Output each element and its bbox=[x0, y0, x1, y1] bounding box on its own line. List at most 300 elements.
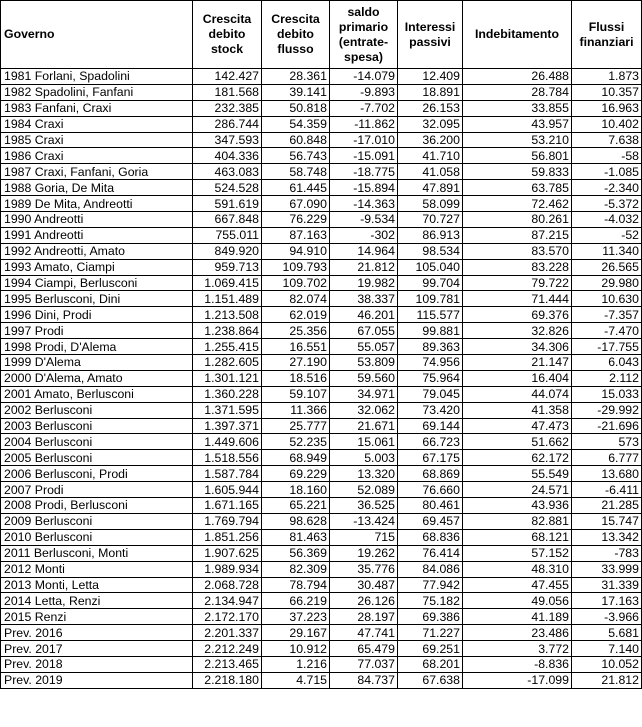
table-row bbox=[1, 116, 642, 132]
cell-saldo-primario: 19.262 bbox=[330, 545, 398, 561]
header-crescita-debito-flusso: Crescita debito flusso bbox=[262, 1, 330, 69]
table-row bbox=[1, 212, 642, 228]
cell-crescita-flusso: 62.019 bbox=[262, 307, 330, 323]
cell-crescita-stock: 1.371.595 bbox=[193, 402, 262, 418]
cell-indebitamento: 41.358 bbox=[463, 402, 572, 418]
cell-crescita-stock: 1.397.371 bbox=[193, 418, 262, 434]
cell-crescita-flusso: 25.356 bbox=[262, 323, 330, 339]
cell-indebitamento: 41.189 bbox=[463, 609, 572, 625]
cell-indebitamento: 47.455 bbox=[463, 577, 572, 593]
cell-crescita-flusso: 59.107 bbox=[262, 386, 330, 402]
cell-saldo-primario: 59.560 bbox=[330, 370, 398, 386]
cell-saldo-primario: 67.055 bbox=[330, 323, 398, 339]
cell-crescita-flusso: 29.167 bbox=[262, 625, 330, 641]
cell-flussi-finanziari: 1.873 bbox=[572, 69, 642, 85]
cell-governo: 1987 Craxi, Fanfani, Goria bbox=[1, 164, 193, 180]
cell-crescita-flusso: 69.229 bbox=[262, 466, 330, 482]
cell-crescita-flusso: 82.074 bbox=[262, 291, 330, 307]
cell-crescita-flusso: 109.702 bbox=[262, 275, 330, 291]
table-row bbox=[1, 196, 642, 212]
cell-governo: 2000 D'Alema, Amato bbox=[1, 370, 193, 386]
cell-governo: 1992 Andreotti, Amato bbox=[1, 243, 193, 259]
cell-flussi-finanziari: 10.402 bbox=[572, 116, 642, 132]
cell-indebitamento: 69.376 bbox=[463, 307, 572, 323]
cell-interessi-passivi: 109.781 bbox=[398, 291, 463, 307]
cell-crescita-stock: 1.301.121 bbox=[193, 370, 262, 386]
cell-indebitamento: 79.722 bbox=[463, 275, 572, 291]
cell-indebitamento: 53.210 bbox=[463, 132, 572, 148]
cell-governo: 2002 Berlusconi bbox=[1, 402, 193, 418]
cell-flussi-finanziari: -3.966 bbox=[572, 609, 642, 625]
cell-governo: 2011 Berlusconi, Monti bbox=[1, 545, 193, 561]
cell-saldo-primario: -9.534 bbox=[330, 212, 398, 228]
cell-flussi-finanziari: 11.340 bbox=[572, 243, 642, 259]
cell-crescita-stock: 1.238.864 bbox=[193, 323, 262, 339]
cell-crescita-flusso: 37.223 bbox=[262, 609, 330, 625]
table-row bbox=[1, 259, 642, 275]
cell-indebitamento: 32.826 bbox=[463, 323, 572, 339]
cell-indebitamento: 68.121 bbox=[463, 529, 572, 545]
cell-governo: 2010 Berlusconi bbox=[1, 529, 193, 545]
cell-flussi-finanziari: 10.630 bbox=[572, 291, 642, 307]
cell-saldo-primario: 38.337 bbox=[330, 291, 398, 307]
cell-interessi-passivi: 68.201 bbox=[398, 656, 463, 672]
cell-flussi-finanziari: 6.043 bbox=[572, 355, 642, 371]
cell-crescita-flusso: 18.160 bbox=[262, 482, 330, 498]
cell-crescita-flusso: 109.793 bbox=[262, 259, 330, 275]
cell-crescita-stock: 849.920 bbox=[193, 243, 262, 259]
cell-indebitamento: 23.486 bbox=[463, 625, 572, 641]
table-row bbox=[1, 434, 642, 450]
table-row bbox=[1, 529, 642, 545]
cell-crescita-flusso: 18.516 bbox=[262, 370, 330, 386]
cell-flussi-finanziari: -2.340 bbox=[572, 180, 642, 196]
cell-crescita-stock: 2.134.947 bbox=[193, 593, 262, 609]
table-row bbox=[1, 672, 642, 688]
cell-indebitamento: 28.784 bbox=[463, 84, 572, 100]
cell-flussi-finanziari: -7.470 bbox=[572, 323, 642, 339]
table-row bbox=[1, 355, 642, 371]
cell-crescita-stock: 286.744 bbox=[193, 116, 262, 132]
cell-crescita-flusso: 58.748 bbox=[262, 164, 330, 180]
cell-saldo-primario: -13.424 bbox=[330, 513, 398, 529]
header-saldo-primario: saldo primario (entrate-spesa) bbox=[330, 1, 398, 69]
cell-flussi-finanziari: -29.992 bbox=[572, 402, 642, 418]
cell-crescita-stock: 1.151.489 bbox=[193, 291, 262, 307]
cell-crescita-stock: 959.713 bbox=[193, 259, 262, 275]
cell-flussi-finanziari: 31.339 bbox=[572, 577, 642, 593]
cell-flussi-finanziari: -7.357 bbox=[572, 307, 642, 323]
cell-flussi-finanziari: -1.085 bbox=[572, 164, 642, 180]
cell-indebitamento: 47.473 bbox=[463, 418, 572, 434]
table-row bbox=[1, 180, 642, 196]
table-row bbox=[1, 370, 642, 386]
cell-saldo-primario: 13.320 bbox=[330, 466, 398, 482]
cell-interessi-passivi: 12.409 bbox=[398, 69, 463, 85]
cell-saldo-primario: 84.737 bbox=[330, 672, 398, 688]
cell-crescita-stock: 2.212.249 bbox=[193, 641, 262, 657]
cell-flussi-finanziari: 10.357 bbox=[572, 84, 642, 100]
cell-crescita-flusso: 28.361 bbox=[262, 69, 330, 85]
cell-flussi-finanziari: 16.963 bbox=[572, 100, 642, 116]
table-row bbox=[1, 275, 642, 291]
cell-saldo-primario: -15.894 bbox=[330, 180, 398, 196]
cell-governo: 1988 Goria, De Mita bbox=[1, 180, 193, 196]
cell-saldo-primario: -7.702 bbox=[330, 100, 398, 116]
cell-governo: 2001 Amato, Berlusconi bbox=[1, 386, 193, 402]
table-row bbox=[1, 513, 642, 529]
cell-saldo-primario: 15.061 bbox=[330, 434, 398, 450]
cell-crescita-flusso: 50.818 bbox=[262, 100, 330, 116]
table-row bbox=[1, 227, 642, 243]
cell-interessi-passivi: 80.461 bbox=[398, 498, 463, 514]
cell-interessi-passivi: 98.534 bbox=[398, 243, 463, 259]
cell-crescita-stock: 1.282.605 bbox=[193, 355, 262, 371]
table-row bbox=[1, 307, 642, 323]
cell-saldo-primario: 715 bbox=[330, 529, 398, 545]
cell-crescita-flusso: 60.848 bbox=[262, 132, 330, 148]
cell-interessi-passivi: 99.704 bbox=[398, 275, 463, 291]
cell-saldo-primario: 35.776 bbox=[330, 561, 398, 577]
cell-crescita-flusso: 4.715 bbox=[262, 672, 330, 688]
cell-flussi-finanziari: -783 bbox=[572, 545, 642, 561]
cell-crescita-flusso: 67.090 bbox=[262, 196, 330, 212]
cell-interessi-passivi: 69.457 bbox=[398, 513, 463, 529]
cell-saldo-primario: 52.089 bbox=[330, 482, 398, 498]
cell-interessi-passivi: 67.175 bbox=[398, 450, 463, 466]
cell-indebitamento: 43.936 bbox=[463, 498, 572, 514]
cell-saldo-primario: 30.487 bbox=[330, 577, 398, 593]
cell-interessi-passivi: 32.095 bbox=[398, 116, 463, 132]
cell-flussi-finanziari: 17.163 bbox=[572, 593, 642, 609]
cell-interessi-passivi: 67.638 bbox=[398, 672, 463, 688]
cell-crescita-flusso: 66.219 bbox=[262, 593, 330, 609]
cell-saldo-primario: -18.775 bbox=[330, 164, 398, 180]
table-row bbox=[1, 609, 642, 625]
cell-crescita-stock: 404.336 bbox=[193, 148, 262, 164]
cell-saldo-primario: 5.003 bbox=[330, 450, 398, 466]
cell-crescita-flusso: 76.229 bbox=[262, 212, 330, 228]
cell-crescita-stock: 1.518.556 bbox=[193, 450, 262, 466]
cell-saldo-primario: 28.197 bbox=[330, 609, 398, 625]
cell-interessi-passivi: 41.710 bbox=[398, 148, 463, 164]
cell-saldo-primario: 19.982 bbox=[330, 275, 398, 291]
cell-governo: 1999 D'Alema bbox=[1, 355, 193, 371]
cell-indebitamento: 87.215 bbox=[463, 227, 572, 243]
cell-crescita-stock: 2.172.170 bbox=[193, 609, 262, 625]
cell-flussi-finanziari: 15.747 bbox=[572, 513, 642, 529]
cell-saldo-primario: -14.079 bbox=[330, 69, 398, 85]
table-body bbox=[1, 69, 642, 689]
cell-crescita-flusso: 56.743 bbox=[262, 148, 330, 164]
table-row bbox=[1, 545, 642, 561]
cell-indebitamento: 34.306 bbox=[463, 339, 572, 355]
table-row bbox=[1, 243, 642, 259]
cell-crescita-stock: 1.255.415 bbox=[193, 339, 262, 355]
cell-interessi-passivi: 69.386 bbox=[398, 609, 463, 625]
cell-interessi-passivi: 69.144 bbox=[398, 418, 463, 434]
cell-crescita-stock: 2.068.728 bbox=[193, 577, 262, 593]
table-row bbox=[1, 561, 642, 577]
cell-interessi-passivi: 69.251 bbox=[398, 641, 463, 657]
table-row bbox=[1, 498, 642, 514]
cell-crescita-flusso: 16.551 bbox=[262, 339, 330, 355]
cell-crescita-stock: 1.605.944 bbox=[193, 482, 262, 498]
cell-flussi-finanziari: -21.696 bbox=[572, 418, 642, 434]
cell-crescita-stock: 1.587.784 bbox=[193, 466, 262, 482]
cell-crescita-flusso: 87.163 bbox=[262, 227, 330, 243]
cell-indebitamento: 49.056 bbox=[463, 593, 572, 609]
cell-crescita-stock: 1.213.508 bbox=[193, 307, 262, 323]
cell-crescita-flusso: 56.369 bbox=[262, 545, 330, 561]
header-flussi-finanziari: Flussi finanziari bbox=[572, 1, 642, 69]
header-interessi-passivi: Interessi passivi bbox=[398, 1, 463, 69]
cell-governo: 2014 Letta, Renzi bbox=[1, 593, 193, 609]
cell-crescita-stock: 591.619 bbox=[193, 196, 262, 212]
cell-flussi-finanziari: 33.999 bbox=[572, 561, 642, 577]
cell-crescita-stock: 1.671.165 bbox=[193, 498, 262, 514]
cell-flussi-finanziari: 26.565 bbox=[572, 259, 642, 275]
cell-crescita-stock: 755.011 bbox=[193, 227, 262, 243]
cell-governo: 2015 Renzi bbox=[1, 609, 193, 625]
cell-governo: 2005 Berlusconi bbox=[1, 450, 193, 466]
cell-governo: 1985 Craxi bbox=[1, 132, 193, 148]
cell-flussi-finanziari: -58 bbox=[572, 148, 642, 164]
cell-crescita-stock: 142.427 bbox=[193, 69, 262, 85]
table-row bbox=[1, 656, 642, 672]
cell-governo: 1986 Craxi bbox=[1, 148, 193, 164]
cell-flussi-finanziari: 7.140 bbox=[572, 641, 642, 657]
cell-indebitamento: 21.147 bbox=[463, 355, 572, 371]
cell-indebitamento: -8.836 bbox=[463, 656, 572, 672]
cell-flussi-finanziari: 573 bbox=[572, 434, 642, 450]
cell-indebitamento: 59.833 bbox=[463, 164, 572, 180]
table-row bbox=[1, 323, 642, 339]
cell-saldo-primario: 34.971 bbox=[330, 386, 398, 402]
cell-flussi-finanziari: 15.033 bbox=[572, 386, 642, 402]
table-row bbox=[1, 84, 642, 100]
cell-crescita-flusso: 10.912 bbox=[262, 641, 330, 657]
table-row bbox=[1, 577, 642, 593]
cell-crescita-stock: 232.385 bbox=[193, 100, 262, 116]
cell-flussi-finanziari: 21.285 bbox=[572, 498, 642, 514]
cell-governo: 1991 Andreotti bbox=[1, 227, 193, 243]
cell-crescita-flusso: 25.777 bbox=[262, 418, 330, 434]
table-row bbox=[1, 593, 642, 609]
cell-governo: 1998 Prodi, D'Alema bbox=[1, 339, 193, 355]
cell-crescita-flusso: 78.794 bbox=[262, 577, 330, 593]
cell-crescita-flusso: 82.309 bbox=[262, 561, 330, 577]
cell-crescita-flusso: 11.366 bbox=[262, 402, 330, 418]
cell-governo: Prev. 2019 bbox=[1, 672, 193, 688]
cell-saldo-primario: -15.091 bbox=[330, 148, 398, 164]
cell-crescita-flusso: 61.445 bbox=[262, 180, 330, 196]
cell-crescita-stock: 524.528 bbox=[193, 180, 262, 196]
cell-saldo-primario: 14.964 bbox=[330, 243, 398, 259]
cell-interessi-passivi: 74.956 bbox=[398, 355, 463, 371]
cell-indebitamento: 51.662 bbox=[463, 434, 572, 450]
cell-indebitamento: 62.172 bbox=[463, 450, 572, 466]
cell-interessi-passivi: 77.942 bbox=[398, 577, 463, 593]
cell-flussi-finanziari: -6.411 bbox=[572, 482, 642, 498]
cell-interessi-passivi: 99.881 bbox=[398, 323, 463, 339]
cell-crescita-flusso: 98.628 bbox=[262, 513, 330, 529]
cell-interessi-passivi: 73.420 bbox=[398, 402, 463, 418]
cell-saldo-primario: -17.010 bbox=[330, 132, 398, 148]
header-crescita-debito-stock: Crescita debito stock bbox=[193, 1, 262, 69]
cell-crescita-stock: 1.360.228 bbox=[193, 386, 262, 402]
table-row bbox=[1, 625, 642, 641]
cell-saldo-primario: 36.525 bbox=[330, 498, 398, 514]
cell-interessi-passivi: 84.086 bbox=[398, 561, 463, 577]
cell-indebitamento: 82.881 bbox=[463, 513, 572, 529]
cell-interessi-passivi: 70.727 bbox=[398, 212, 463, 228]
cell-flussi-finanziari: -5.372 bbox=[572, 196, 642, 212]
cell-interessi-passivi: 68.836 bbox=[398, 529, 463, 545]
cell-interessi-passivi: 58.099 bbox=[398, 196, 463, 212]
cell-crescita-stock: 2.218.180 bbox=[193, 672, 262, 688]
table-row bbox=[1, 132, 642, 148]
cell-interessi-passivi: 47.891 bbox=[398, 180, 463, 196]
cell-saldo-primario: 46.201 bbox=[330, 307, 398, 323]
cell-governo: 2003 Berlusconi bbox=[1, 418, 193, 434]
cell-crescita-stock: 1.851.256 bbox=[193, 529, 262, 545]
header-indebitamento: Indebitamento bbox=[463, 1, 572, 69]
cell-governo: 1981 Forlani, Spadolini bbox=[1, 69, 193, 85]
cell-flussi-finanziari: -52 bbox=[572, 227, 642, 243]
table-row bbox=[1, 291, 642, 307]
cell-crescita-stock: 463.083 bbox=[193, 164, 262, 180]
cell-saldo-primario: -14.363 bbox=[330, 196, 398, 212]
table-row bbox=[1, 641, 642, 657]
cell-indebitamento: 24.571 bbox=[463, 482, 572, 498]
cell-interessi-passivi: 86.913 bbox=[398, 227, 463, 243]
cell-flussi-finanziari: -17.755 bbox=[572, 339, 642, 355]
cell-saldo-primario: 21.812 bbox=[330, 259, 398, 275]
cell-crescita-stock: 667.848 bbox=[193, 212, 262, 228]
cell-crescita-stock: 1.769.794 bbox=[193, 513, 262, 529]
cell-flussi-finanziari: 13.342 bbox=[572, 529, 642, 545]
cell-saldo-primario: 55.057 bbox=[330, 339, 398, 355]
cell-flussi-finanziari: 13.680 bbox=[572, 466, 642, 482]
table-row bbox=[1, 69, 642, 85]
cell-interessi-passivi: 36.200 bbox=[398, 132, 463, 148]
cell-governo: 2008 Prodi, Berlusconi bbox=[1, 498, 193, 514]
cell-indebitamento: 83.228 bbox=[463, 259, 572, 275]
table-row bbox=[1, 100, 642, 116]
cell-interessi-passivi: 105.040 bbox=[398, 259, 463, 275]
cell-interessi-passivi: 18.891 bbox=[398, 84, 463, 100]
cell-crescita-stock: 347.593 bbox=[193, 132, 262, 148]
cell-governo: 2006 Berlusconi, Prodi bbox=[1, 466, 193, 482]
table-row bbox=[1, 148, 642, 164]
cell-governo: 1984 Craxi bbox=[1, 116, 193, 132]
cell-crescita-stock: 1.449.606 bbox=[193, 434, 262, 450]
cell-crescita-flusso: 81.463 bbox=[262, 529, 330, 545]
cell-interessi-passivi: 41.058 bbox=[398, 164, 463, 180]
cell-indebitamento: 71.444 bbox=[463, 291, 572, 307]
table-row bbox=[1, 386, 642, 402]
cell-flussi-finanziari: 21.812 bbox=[572, 672, 642, 688]
cell-governo: 1983 Fanfani, Craxi bbox=[1, 100, 193, 116]
cell-interessi-passivi: 115.577 bbox=[398, 307, 463, 323]
cell-saldo-primario: -302 bbox=[330, 227, 398, 243]
cell-flussi-finanziari: 5.681 bbox=[572, 625, 642, 641]
cell-crescita-flusso: 1.216 bbox=[262, 656, 330, 672]
cell-indebitamento: -17.099 bbox=[463, 672, 572, 688]
cell-flussi-finanziari: -4.032 bbox=[572, 212, 642, 228]
cell-governo: 2012 Monti bbox=[1, 561, 193, 577]
cell-crescita-flusso: 65.221 bbox=[262, 498, 330, 514]
cell-crescita-stock: 2.201.337 bbox=[193, 625, 262, 641]
cell-interessi-passivi: 71.227 bbox=[398, 625, 463, 641]
cell-governo: 2013 Monti, Letta bbox=[1, 577, 193, 593]
cell-saldo-primario: 77.037 bbox=[330, 656, 398, 672]
table-row bbox=[1, 339, 642, 355]
cell-governo: 1994 Ciampi, Berlusconi bbox=[1, 275, 193, 291]
cell-governo: Prev. 2017 bbox=[1, 641, 193, 657]
cell-saldo-primario: 47.741 bbox=[330, 625, 398, 641]
cell-saldo-primario: -11.862 bbox=[330, 116, 398, 132]
cell-governo: Prev. 2016 bbox=[1, 625, 193, 641]
cell-crescita-stock: 181.568 bbox=[193, 84, 262, 100]
header-row bbox=[1, 1, 642, 69]
cell-saldo-primario: 21.671 bbox=[330, 418, 398, 434]
cell-interessi-passivi: 75.182 bbox=[398, 593, 463, 609]
cell-governo: 1990 Andreotti bbox=[1, 212, 193, 228]
cell-governo: 1989 De Mita, Andreotti bbox=[1, 196, 193, 212]
cell-indebitamento: 56.801 bbox=[463, 148, 572, 164]
cell-crescita-flusso: 94.910 bbox=[262, 243, 330, 259]
cell-indebitamento: 72.462 bbox=[463, 196, 572, 212]
cell-indebitamento: 16.404 bbox=[463, 370, 572, 386]
cell-flussi-finanziari: 29.980 bbox=[572, 275, 642, 291]
table-row bbox=[1, 466, 642, 482]
cell-indebitamento: 57.152 bbox=[463, 545, 572, 561]
cell-governo: Prev. 2018 bbox=[1, 656, 193, 672]
cell-saldo-primario: 26.126 bbox=[330, 593, 398, 609]
cell-flussi-finanziari: 6.777 bbox=[572, 450, 642, 466]
cell-interessi-passivi: 26.153 bbox=[398, 100, 463, 116]
cell-governo: 2009 Berlusconi bbox=[1, 513, 193, 529]
cell-flussi-finanziari: 10.052 bbox=[572, 656, 642, 672]
cell-governo: 1993 Amato, Ciampi bbox=[1, 259, 193, 275]
cell-indebitamento: 55.549 bbox=[463, 466, 572, 482]
cell-saldo-primario: 32.062 bbox=[330, 402, 398, 418]
cell-interessi-passivi: 89.363 bbox=[398, 339, 463, 355]
cell-crescita-stock: 1.069.415 bbox=[193, 275, 262, 291]
cell-flussi-finanziari: 2.112 bbox=[572, 370, 642, 386]
cell-indebitamento: 26.488 bbox=[463, 69, 572, 85]
cell-governo: 1997 Prodi bbox=[1, 323, 193, 339]
cell-saldo-primario: 65.479 bbox=[330, 641, 398, 657]
cell-crescita-stock: 2.213.465 bbox=[193, 656, 262, 672]
cell-indebitamento: 33.855 bbox=[463, 100, 572, 116]
cell-indebitamento: 43.957 bbox=[463, 116, 572, 132]
cell-crescita-flusso: 52.235 bbox=[262, 434, 330, 450]
cell-indebitamento: 63.785 bbox=[463, 180, 572, 196]
table-row bbox=[1, 402, 642, 418]
cell-interessi-passivi: 75.964 bbox=[398, 370, 463, 386]
cell-indebitamento: 80.261 bbox=[463, 212, 572, 228]
cell-interessi-passivi: 66.723 bbox=[398, 434, 463, 450]
cell-crescita-flusso: 54.359 bbox=[262, 116, 330, 132]
cell-interessi-passivi: 76.414 bbox=[398, 545, 463, 561]
cell-crescita-stock: 1.989.934 bbox=[193, 561, 262, 577]
cell-interessi-passivi: 76.660 bbox=[398, 482, 463, 498]
cell-indebitamento: 83.570 bbox=[463, 243, 572, 259]
table-header bbox=[1, 1, 642, 69]
